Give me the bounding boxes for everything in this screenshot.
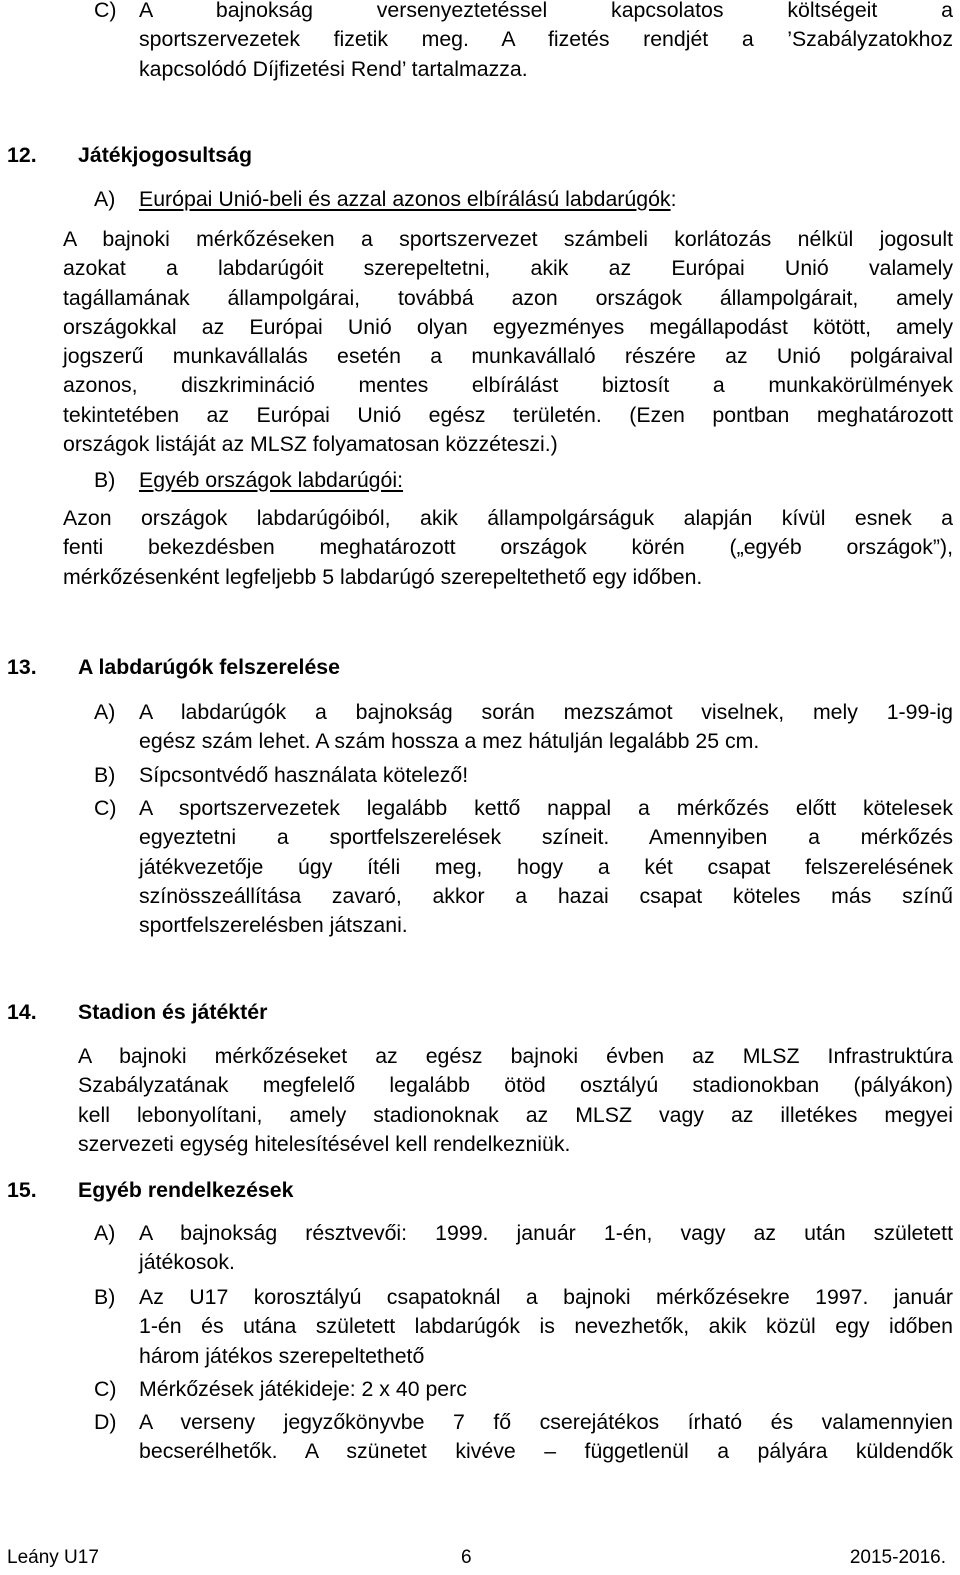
text-line: Azon országok labdarúgóiból, akik állampolgárságuk alapján kívül esnek a	[63, 506, 953, 530]
subheading: Egyéb országok labdarúgói:	[139, 468, 404, 492]
text-line: sportfelszerelésben játszani.	[139, 913, 408, 938]
text-line: azokat a labdarúgóit szerepeltetni, akik az Európai Unió valamely	[63, 256, 953, 281]
text-line: egyeztetni a sportfelszerelések színeit. Amennyiben a mérkőzés	[139, 825, 953, 850]
text-line: azonos, diszkrimináció mentes elbírálást biztosít a munkakörülmények	[63, 373, 953, 398]
text-line: A bajnoki mérkőzéseket az egész bajnoki évben az MLSZ Infrastruktúra	[78, 1044, 953, 1068]
footer-right: 2015-2016.	[849, 1547, 946, 1568]
text-line: egész szám lehet. A szám hossza a mez hátulján legalább 25 cm.	[139, 729, 760, 754]
text-line: Az U17 korosztályú csapatoknál a bajnoki mérkőzésekre 1997. január	[139, 1285, 953, 1309]
text-line: tagállamának állampolgárai, továbbá azon országok állampolgárait, amely	[63, 285, 953, 310]
subheading-colon: :	[670, 187, 677, 211]
text-line: országok listáját az MLSZ folyamatosan közzéteszi.)	[63, 432, 558, 457]
item-label: A)	[94, 187, 116, 211]
text-line: 1-én és utána született labdarúgók is nevezhetők, akik közül egy időben	[139, 1314, 953, 1339]
item-text	[139, 794, 953, 940]
text-line: A labdarúgók a bajnokság során mezszámot viselnek, mely 1-99-ig	[139, 700, 953, 724]
item-text	[139, 1219, 953, 1278]
text-line: színösszeállítása zavaró, akkor a hazai csapat köteles más színű	[139, 883, 953, 908]
item-text	[139, 1375, 953, 1404]
item-label: C)	[94, 796, 117, 820]
footer-page-number: 6	[461, 1547, 472, 1568]
paragraph-11c	[139, 0, 953, 84]
text-line: kapcsolódó Díjfizetési Rend’ tartalmazza.	[139, 56, 528, 81]
text-line: A bajnoki mérkőzéseken a sportszervezet számbeli korlátozás nélkül jogosult	[63, 227, 953, 251]
item-text	[139, 761, 953, 790]
subheading	[139, 185, 676, 214]
section-title: Stadion és játéktér	[78, 1000, 268, 1024]
item-label: D)	[94, 1410, 117, 1434]
item-text	[139, 1408, 953, 1467]
text-line: A bajnokság versenyeztetéssel kapcsolatos költségeit a	[139, 0, 953, 22]
paragraph-12b	[63, 504, 953, 592]
text-line: tekintetében az Európai Unió egész területén. (Ezen pontban meghatározott	[63, 402, 953, 427]
text-line: sportszervezetek fizetik meg. A fizetés rendjét a ’Szabályzatokhoz	[139, 27, 953, 52]
item-label: B)	[94, 468, 116, 492]
item-label: A)	[94, 700, 116, 724]
text-line: jogszerű munkavállalás esetén a munkavállaló részére az Unió polgáraival	[63, 344, 953, 369]
text-line: becserélhetők. A szünetet kivéve – függetlenül a pályára küldendők	[139, 1439, 953, 1464]
item-label: A)	[94, 1221, 116, 1245]
footer-left: Leány U17	[7, 1547, 99, 1568]
text-line: A bajnokság résztvevői: 1999. január 1-én, vagy az után született	[139, 1221, 953, 1245]
text-line: A verseny jegyzőkönyvbe 7 fő cserejátékos írható és valamennyien	[139, 1410, 953, 1434]
text-line: kell lebonyolítani, amely stadionoknak az MLSZ vagy az illetékes megyei	[78, 1102, 953, 1127]
item-text	[139, 698, 953, 757]
text-line: Szabályzatának megfelelő legalább ötöd osztályú stadionokban (pályákon)	[78, 1073, 953, 1098]
item-label: B)	[94, 1285, 116, 1309]
text-line: országokkal az Európai Unió olyan egyezményes megállapodást kötött, amely	[63, 314, 953, 339]
section-title: A labdarúgók felszerelése	[78, 655, 340, 679]
item-label: B)	[94, 763, 116, 787]
text-line: mérkőzésenként legfeljebb 5 labdarúgó szerepeltethető egy időben.	[63, 564, 703, 589]
text-line: játékosok.	[139, 1250, 235, 1275]
text-line: három játékos szerepeltethető	[139, 1343, 425, 1368]
section-number: 15.	[7, 1178, 37, 1202]
text-line: fenti bekezdésben meghatározott országok körén („egyéb országok”),	[63, 535, 953, 560]
text-line: A sportszervezetek legalább kettő nappal a mérkőzés előtt kötelesek	[139, 796, 953, 820]
text-line: játékvezetője úgy ítéli meg, hogy a két csapat felszerelésének	[139, 854, 953, 879]
item-text	[139, 1283, 953, 1371]
section-number: 13.	[7, 655, 37, 679]
section-number: 12.	[7, 143, 37, 167]
text-line: Mérkőzések játékideje: 2 x 40 perc	[139, 1377, 467, 1401]
section-title: Játékjogosultság	[78, 143, 252, 167]
paragraph-12a	[63, 225, 953, 459]
subheading-text: Európai Unió-beli és azzal azonos elbírálású labdarúgók	[139, 187, 671, 211]
item-label: C)	[94, 0, 117, 22]
item-label: C)	[94, 1377, 117, 1401]
text-line: Sípcsontvédő használata kötelező!	[139, 763, 469, 787]
section-number: 14.	[7, 1000, 37, 1024]
text-line: szervezeti egység hitelesítésével kell rendelkezniük.	[78, 1131, 571, 1156]
section-title: Egyéb rendelkezések	[78, 1178, 294, 1202]
paragraph-14	[78, 1042, 953, 1159]
